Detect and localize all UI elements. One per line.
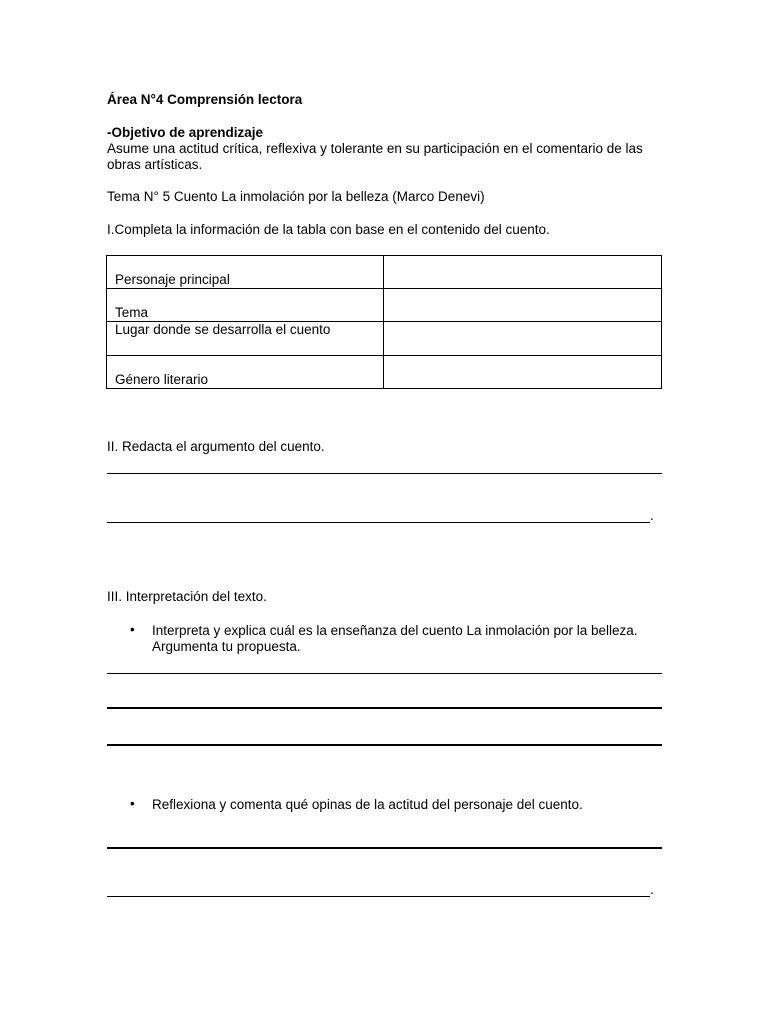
answer-line[interactable] xyxy=(107,847,662,849)
question-2: Reflexiona y comenta qué opinas de la actitud del personaje del cuento. xyxy=(152,797,583,812)
table-label-setting: Lugar donde se desarrolla el cuento xyxy=(107,322,384,356)
info-table xyxy=(106,255,662,389)
table-row xyxy=(107,256,662,289)
answer-line[interactable] xyxy=(107,707,662,709)
table-answer-cell-theme[interactable] xyxy=(384,289,662,322)
answer-line[interactable] xyxy=(107,473,662,474)
answer-line[interactable] xyxy=(107,896,650,897)
page-heading: Área N°4 Comprensión lectora xyxy=(107,92,303,107)
question-1-line-2: Argumenta tu propuesta. xyxy=(152,639,301,654)
answer-line-period: . xyxy=(650,508,654,523)
answer-line-period: . xyxy=(650,882,654,897)
topic-line: Tema N° 5 Cuento La inmolación por la belleza (Marco Denevi) xyxy=(107,189,485,204)
answer-line[interactable] xyxy=(107,522,650,523)
objective-text-line-2: obras artísticas. xyxy=(107,157,203,172)
section3-title: III. Interpretación del texto. xyxy=(107,589,267,604)
table-label-main-character: Personaje principal xyxy=(107,256,384,289)
answer-line[interactable] xyxy=(107,673,662,674)
section1-instruction: I.Completa la información de la tabla con base en el contenido del cuento. xyxy=(107,222,550,237)
table-label-genre: Género literario xyxy=(107,356,384,389)
table-answer-cell-genre[interactable] xyxy=(384,356,662,389)
objective-text-line-1: Asume una actitud crítica, reflexiva y tolerante en su participación en el comentario de las xyxy=(107,141,643,156)
table-row xyxy=(107,356,662,389)
table-answer-cell-main-character[interactable] xyxy=(384,256,662,289)
table-row xyxy=(107,289,662,322)
table-label-theme: Tema xyxy=(107,289,384,322)
bullet-icon: • xyxy=(130,622,135,637)
objective-title: -Objetivo de aprendizaje xyxy=(107,125,264,140)
bullet-icon: • xyxy=(130,796,135,811)
answer-line[interactable] xyxy=(107,744,662,746)
table-answer-cell-setting[interactable] xyxy=(384,322,662,356)
section2-instruction: II. Redacta el argumento del cuento. xyxy=(107,439,325,454)
table-row xyxy=(107,322,662,356)
question-1-line-1: Interpreta y explica cuál es la enseñanza del cuento La inmolación por la belleza. xyxy=(152,623,638,638)
